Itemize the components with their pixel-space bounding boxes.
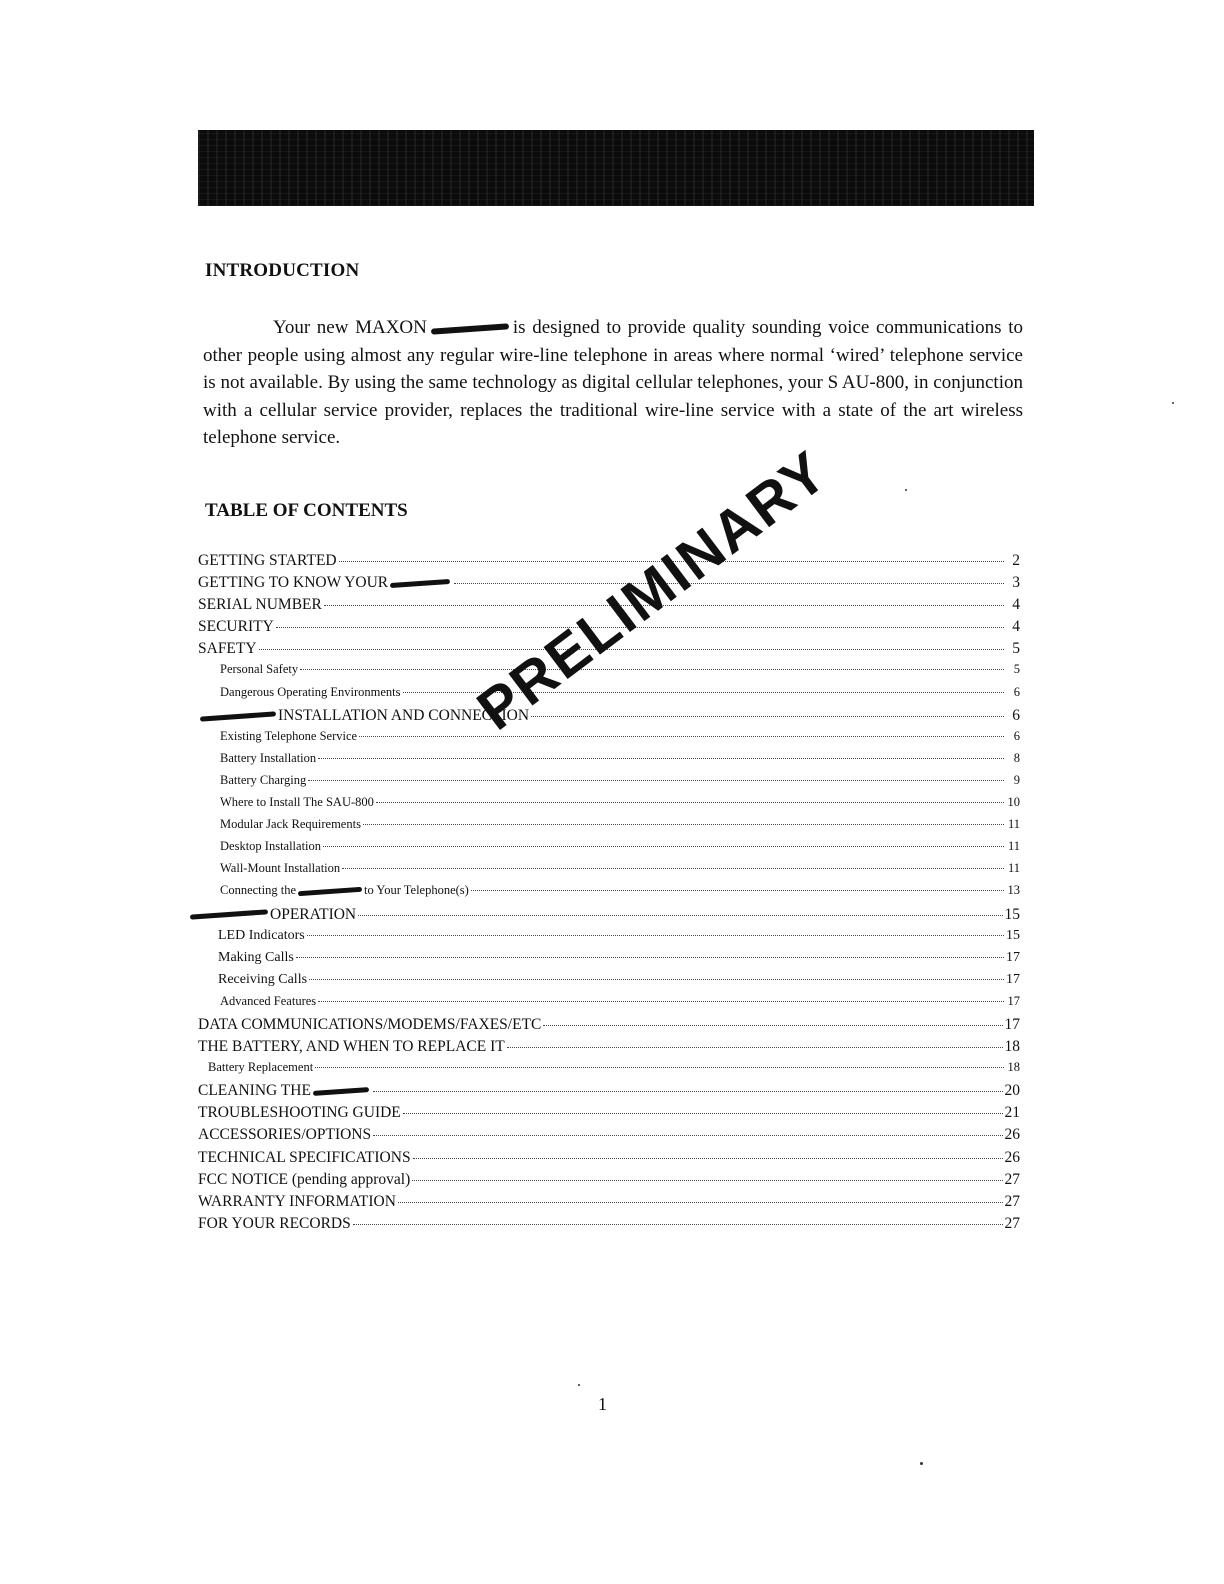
toc-entry: SERIAL NUMBER 4 <box>198 596 1020 614</box>
redaction-mark <box>431 323 509 334</box>
toc-entry: INSTALLATION AND CONNECTION 6 <box>198 707 1020 729</box>
dot-leader <box>342 865 1004 869</box>
redaction-mark <box>190 910 268 920</box>
toc-subentry: Where to Install The SAU-800 10 <box>220 795 1020 810</box>
preliminary-watermark: PRELIMINARY <box>465 438 840 743</box>
redaction-mark <box>298 887 362 896</box>
dot-leader <box>358 912 1002 916</box>
toc-subentry: Dangerous Operating Environments 6 <box>220 684 1020 699</box>
intro-text-rest: is designed to provide quality sounding voice communications to other people using almost any regular wire-line telephone in areas where normal ‘wired’ telephone service is not available. By using the same technology as digital cellular telephones, your S AU-800, in conjunction with a cellular service provider, replaces the traditional wire-line service with a state of the art wireless telephone service. <box>203 317 1023 448</box>
dot-leader <box>300 666 1004 670</box>
toc-subentry: Existing Telephone Service 6 <box>220 728 1020 743</box>
toc-heading: TABLE OF CONTENTS <box>205 500 408 521</box>
dot-leader <box>309 976 1004 980</box>
dot-leader <box>413 1155 1003 1159</box>
dot-leader <box>412 1177 1002 1181</box>
redaction-mark <box>200 711 276 721</box>
toc-subentry: Making Calls 17 <box>218 949 1020 965</box>
dot-leader <box>307 932 1004 936</box>
dot-leader <box>359 733 1004 737</box>
toc-subentry: Modular Jack Requirements 11 <box>220 817 1020 832</box>
toc-entry: WARRANTY INFORMATION 27 <box>198 1192 1020 1210</box>
toc-subentry: Battery Installation 8 <box>220 750 1020 765</box>
toc-entry: OPERATION 15 <box>188 906 1020 928</box>
toc-subentry: Personal Safety 5 <box>220 662 1020 677</box>
dot-leader <box>308 777 1004 781</box>
dot-leader <box>543 1022 1002 1026</box>
toc-subentry: Advanced Features 17 <box>220 993 1020 1008</box>
page-number: 1 <box>598 1394 607 1414</box>
toc-entry: TROUBLESHOOTING GUIDE 21 <box>198 1104 1020 1122</box>
dot-leader <box>296 954 1004 958</box>
toc-entry: CLEANING THE 20 <box>198 1082 1020 1100</box>
dot-leader <box>376 799 1004 803</box>
scan-speck <box>905 489 907 491</box>
toc-entry: SECURITY 4 <box>198 618 1020 636</box>
introduction-paragraph <box>203 314 1023 452</box>
dot-leader <box>454 580 1004 584</box>
intro-text-start: Your new MAXON <box>273 317 427 338</box>
dot-leader <box>373 1088 1003 1092</box>
toc-subentry: Receiving Calls 17 <box>218 971 1020 987</box>
toc-subentry: Wall-Mount Installation 11 <box>220 861 1020 876</box>
toc-entry: GETTING TO KNOW YOUR 3 <box>198 574 1020 592</box>
toc-subentry: Battery Replacement 18 <box>208 1060 1020 1075</box>
dot-leader <box>403 1110 1003 1114</box>
redaction-mark <box>390 579 450 588</box>
dot-leader <box>318 998 1004 1002</box>
toc-subentry: Battery Charging 9 <box>220 772 1020 787</box>
redaction-mark <box>313 1087 369 1096</box>
dot-leader <box>398 1199 1003 1203</box>
scan-speck <box>578 1384 580 1386</box>
dot-leader <box>373 1132 1002 1136</box>
dot-leader <box>353 1221 1003 1225</box>
toc-entry: FOR YOUR RECORDS 27 <box>198 1214 1020 1232</box>
dot-leader <box>315 1064 1004 1068</box>
dot-leader <box>318 755 1004 759</box>
toc-entry: SAFETY 5 <box>198 640 1020 658</box>
toc-subentry: LED Indicators 15 <box>218 927 1020 943</box>
scan-speck <box>1172 402 1174 404</box>
toc-entry: ACCESSORIES/OPTIONS 26 <box>198 1126 1020 1144</box>
toc-subentry: Desktop Installation 11 <box>220 839 1020 854</box>
toc-entry: FCC NOTICE (pending approval) 27 <box>198 1170 1020 1188</box>
toc-entry: GETTING STARTED 2 <box>198 552 1020 569</box>
header-banner-bar <box>198 130 1034 206</box>
dot-leader <box>507 1044 1003 1048</box>
toc-entry: DATA COMMUNICATIONS/MODEMS/FAXES/ETC 17 <box>198 1015 1020 1033</box>
dot-leader <box>531 713 1004 717</box>
scan-speck <box>920 1462 923 1465</box>
introduction-heading: INTRODUCTION <box>205 260 360 281</box>
toc-entry: TECHNICAL SPECIFICATIONS 26 <box>198 1148 1020 1166</box>
dot-leader <box>363 821 1004 825</box>
dot-leader <box>471 887 1004 891</box>
dot-leader <box>323 843 1004 847</box>
toc-subentry: Connecting the to Your Telephone(s) 13 <box>220 883 1020 898</box>
toc-entry: THE BATTERY, AND WHEN TO REPLACE IT 18 <box>198 1038 1020 1056</box>
